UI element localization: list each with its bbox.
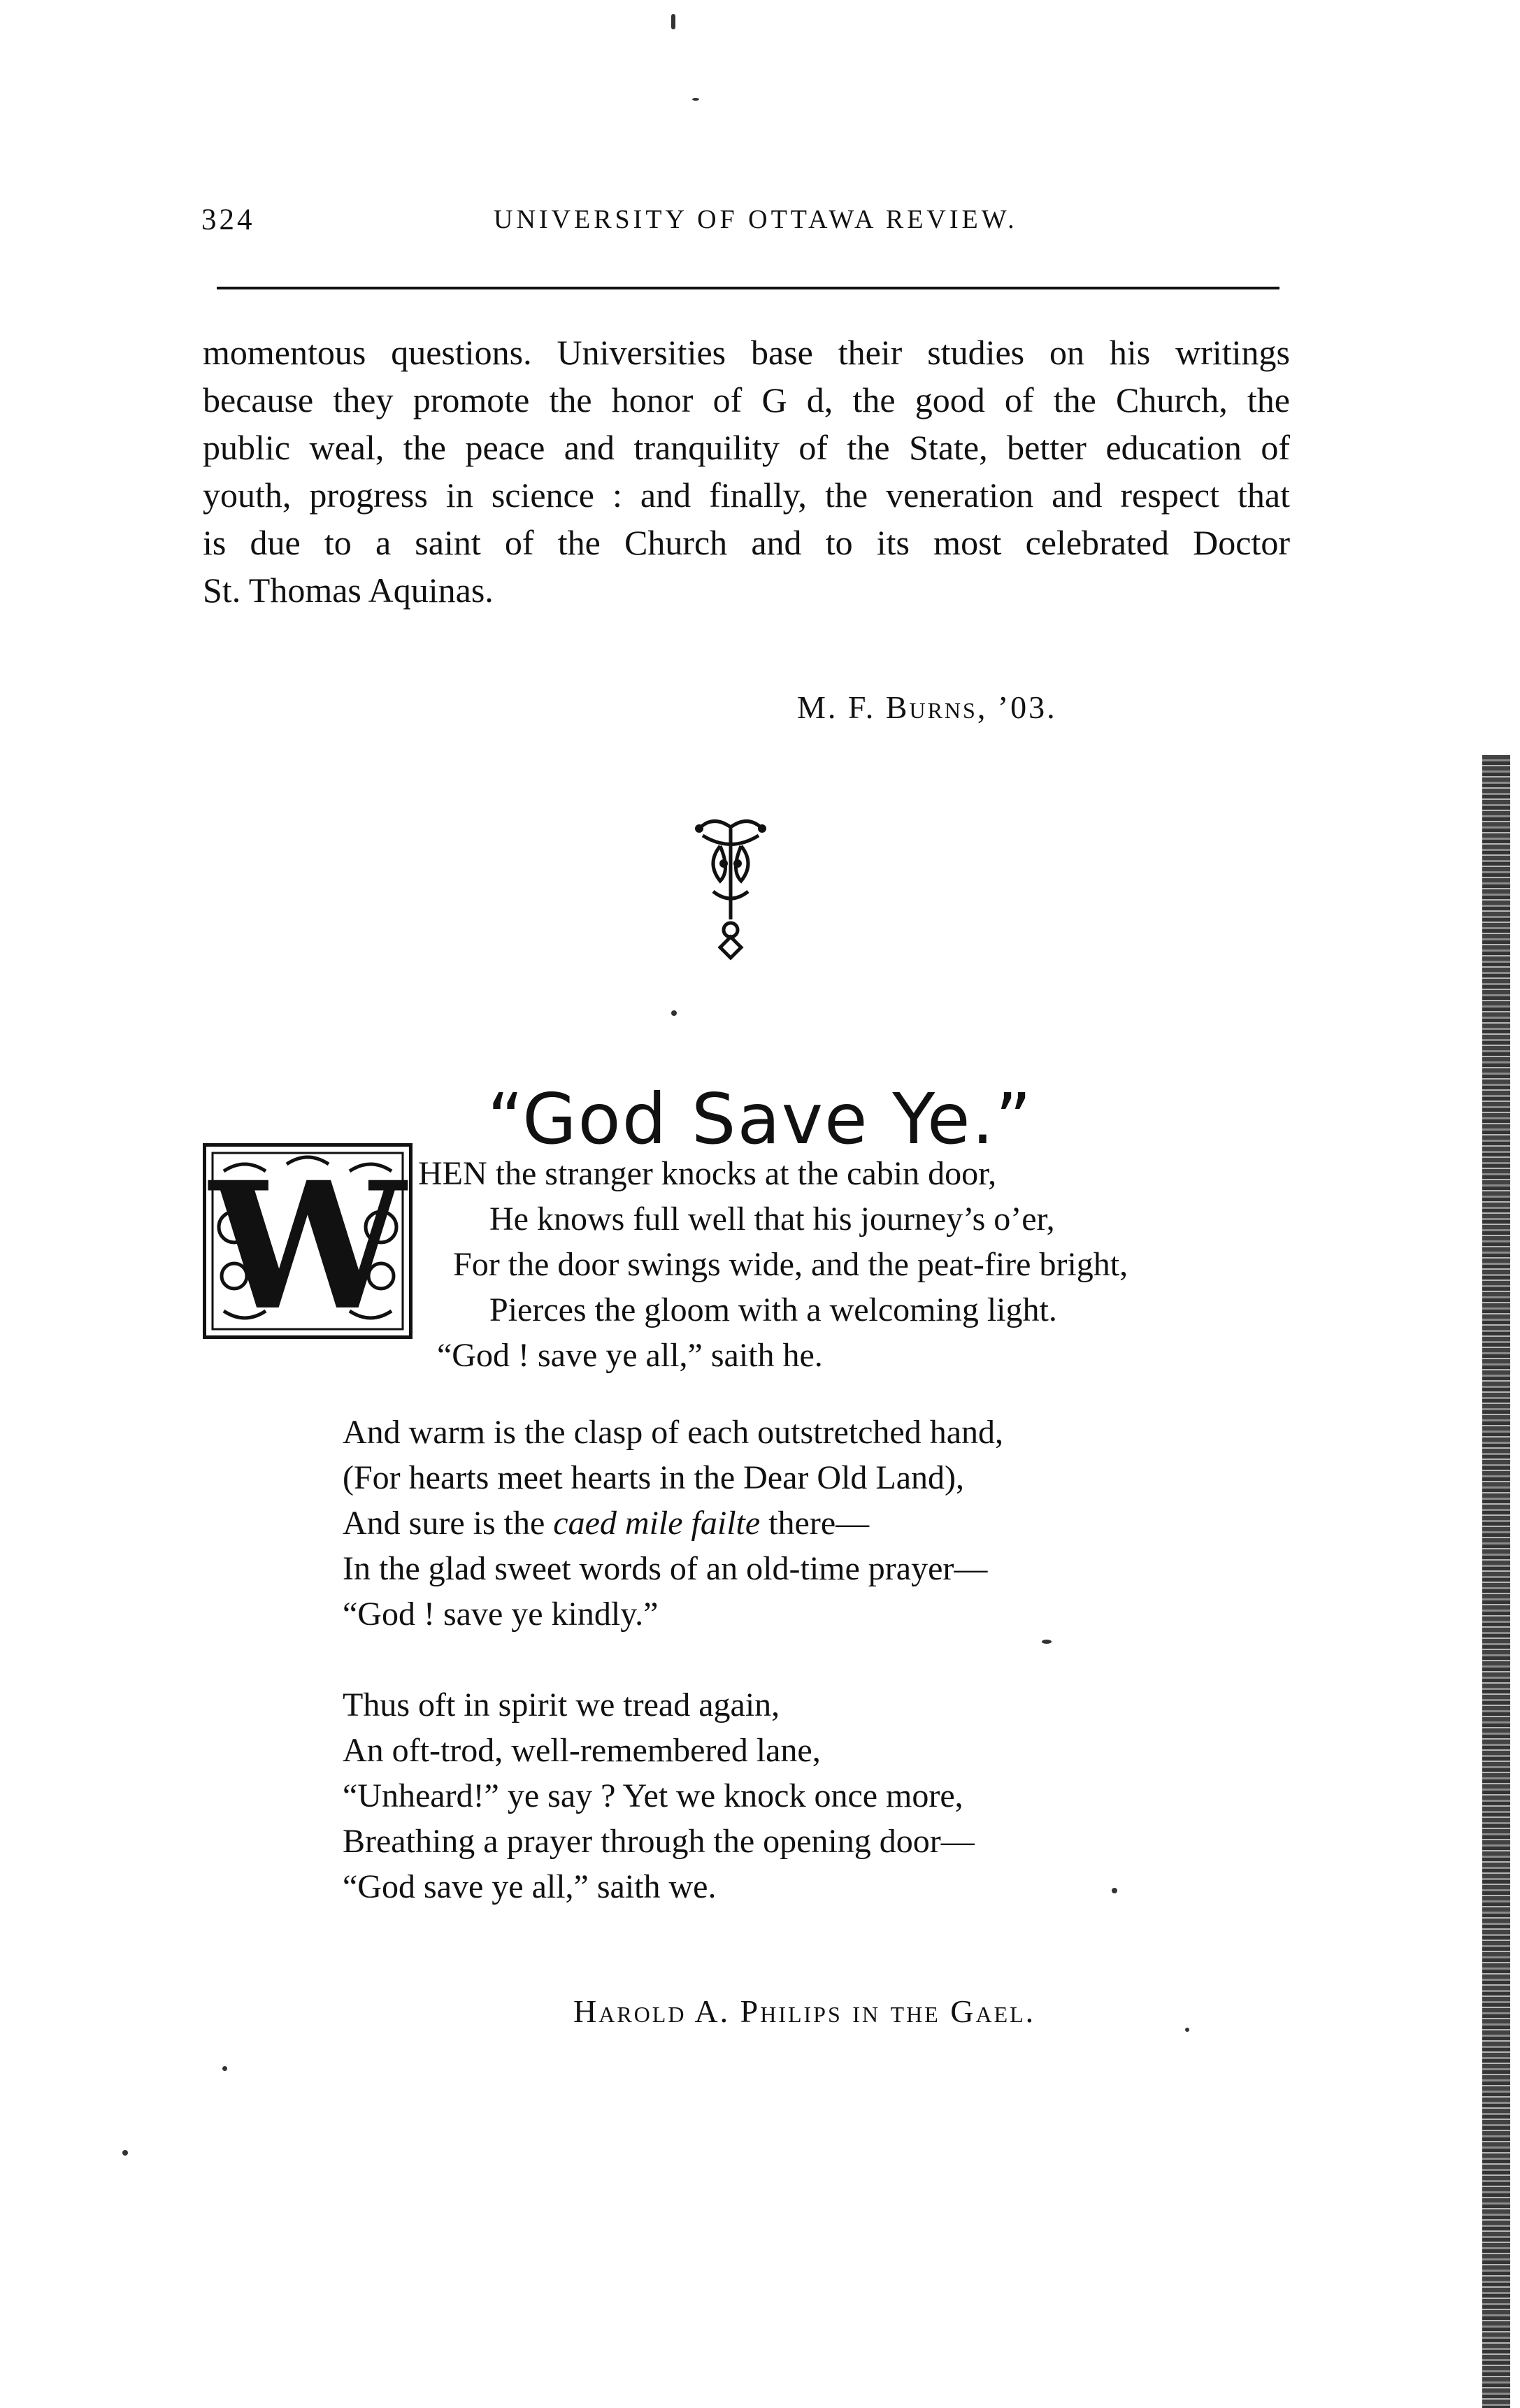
ornament-icon xyxy=(692,815,769,961)
poem-line-text: there— xyxy=(760,1505,870,1542)
poem-line: And warm is the clasp of each outstretched hand, xyxy=(343,1414,1004,1451)
poem-line: “God save ye all,” saith we. xyxy=(343,1868,717,1905)
poem-line: For the door swings wide, and the peat-fire bright, xyxy=(453,1246,1128,1283)
drop-cap-letter: W xyxy=(209,1143,406,1339)
poem-line: Breathing a prayer through the opening door— xyxy=(343,1823,975,1860)
prose-line: momentous questions. Universities base their studies on his writings xyxy=(203,333,1290,372)
drop-cap-ornament xyxy=(203,1143,413,1339)
scan-speck xyxy=(692,98,699,101)
poem-line: “God ! save ye all,” saith he. xyxy=(437,1337,823,1374)
poem-line: HEN the stranger knocks at the cabin door, xyxy=(418,1155,997,1192)
poem-line: He knows full well that his journey’s o’er, xyxy=(489,1201,1055,1238)
poem-attribution: Harold A. Philips in the Gael. xyxy=(573,1993,1036,2029)
poem-line: “God ! save ye kindly.” xyxy=(343,1596,659,1633)
poem-title: “God Save Ye.” xyxy=(487,1078,1033,1160)
scan-speck xyxy=(222,2066,227,2071)
poem-line: An oft-trod, well-remembered lane, xyxy=(343,1732,821,1769)
poem-line: Pierces the gloom with a welcoming light. xyxy=(489,1291,1057,1328)
poem-line xyxy=(343,1503,869,1544)
prose-line: youth, progress in science : and finally, the veneration and respect that xyxy=(203,475,1290,515)
prose-paragraph xyxy=(203,329,1290,614)
running-head xyxy=(201,203,1271,252)
scan-speck xyxy=(1042,1640,1052,1644)
page-number: 324 xyxy=(201,203,255,236)
poem-line-text: And sure is the xyxy=(343,1505,554,1542)
prose-line: is due to a saint of the Church and to its most celebrated Doctor xyxy=(203,523,1290,562)
author-signature: M. F. Burns, ’03. xyxy=(797,689,1057,725)
prose-line: public weal, the peace and tranquility of the State, better education of xyxy=(203,428,1290,467)
scan-speck xyxy=(671,1010,677,1016)
running-title: UNIVERSITY OF OTTAWA REVIEW. xyxy=(494,205,1018,234)
header-rule xyxy=(217,287,1279,289)
prose-line: St. Thomas Aquinas. xyxy=(203,571,494,610)
scan-speck xyxy=(1185,2028,1189,2032)
poem-line: (For hearts meet hearts in the Dear Old Land), xyxy=(343,1459,965,1496)
scan-speck xyxy=(671,14,675,29)
poem-line: “Unheard!” ye say ? Yet we knock once more, xyxy=(343,1777,963,1814)
poem-line: In the glad sweet words of an old-time prayer— xyxy=(343,1550,988,1587)
poem-line: Thus oft in spirit we tread again, xyxy=(343,1686,780,1723)
prose-line: because they promote the honor of G d, the good of the Church, the xyxy=(203,380,1290,420)
italic-phrase: caed mile failte xyxy=(553,1505,761,1542)
scan-speck xyxy=(122,2150,128,2156)
scan-edge-artifact xyxy=(1482,755,1510,2408)
scan-speck xyxy=(1112,1888,1117,1893)
